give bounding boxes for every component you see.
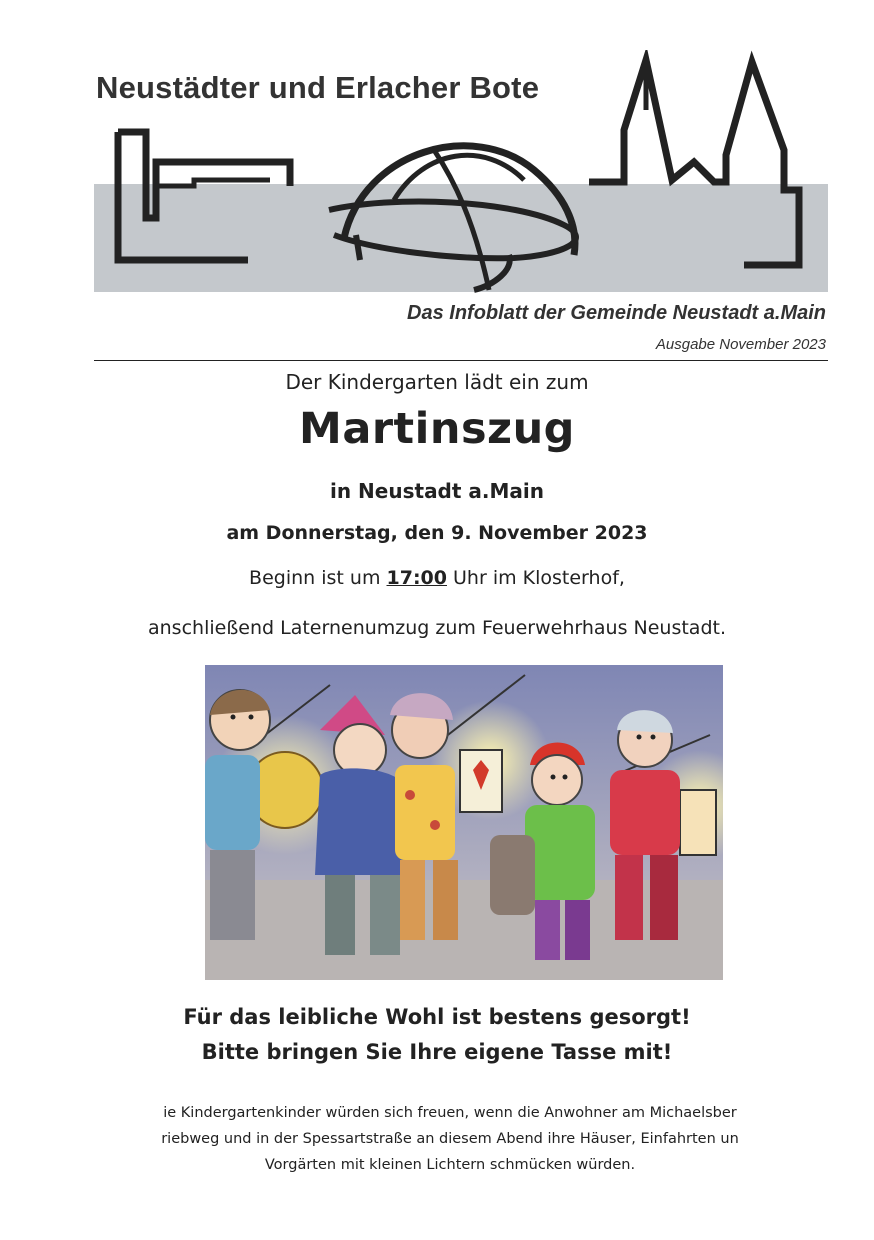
event-intro: Der Kindergarten lädt ein zum bbox=[285, 370, 589, 394]
event-date: am Donnerstag, den 9. November 2023 bbox=[226, 522, 648, 544]
lantern-parade-illustration bbox=[205, 665, 723, 980]
time-prefix: Beginn ist um bbox=[249, 567, 387, 589]
note-line-2: riebweg und in der Spessartstraße an diesem Abend ihre Häuser, Einfahrten un bbox=[161, 1131, 739, 1147]
note-line-1: ie Kindergartenkinder würden sich freuen, wenn die Anwohner am Michaelsber bbox=[163, 1105, 737, 1121]
event-route: anschließend Laternenumzug zum Feuerwehrhaus Neustadt. bbox=[148, 617, 726, 639]
event-place: in Neustadt a.Main bbox=[330, 479, 544, 503]
note-line-3: Vorgärten mit kleinen Lichtern schmücken würden. bbox=[264, 1157, 636, 1173]
header-divider bbox=[94, 360, 828, 361]
publication-subtitle: Das Infoblatt der Gemeinde Neustadt a.Main bbox=[407, 302, 826, 324]
publication-title: Neustädter und Erlacher Bote bbox=[96, 70, 540, 105]
event-time: 17:00 bbox=[386, 567, 447, 589]
cup-notice: Bitte bringen Sie Ihre eigene Tasse mit! bbox=[201, 1040, 673, 1064]
event-title: Martinszug bbox=[299, 404, 575, 454]
time-suffix: Uhr im Klosterhof, bbox=[446, 567, 625, 589]
issue-label: Ausgabe November 2023 bbox=[655, 336, 826, 353]
event-time-line bbox=[0, 567, 874, 589]
decoration-note bbox=[120, 1100, 780, 1178]
food-notice: Für das leibliche Wohl ist bestens gesorgt! bbox=[183, 1005, 691, 1029]
